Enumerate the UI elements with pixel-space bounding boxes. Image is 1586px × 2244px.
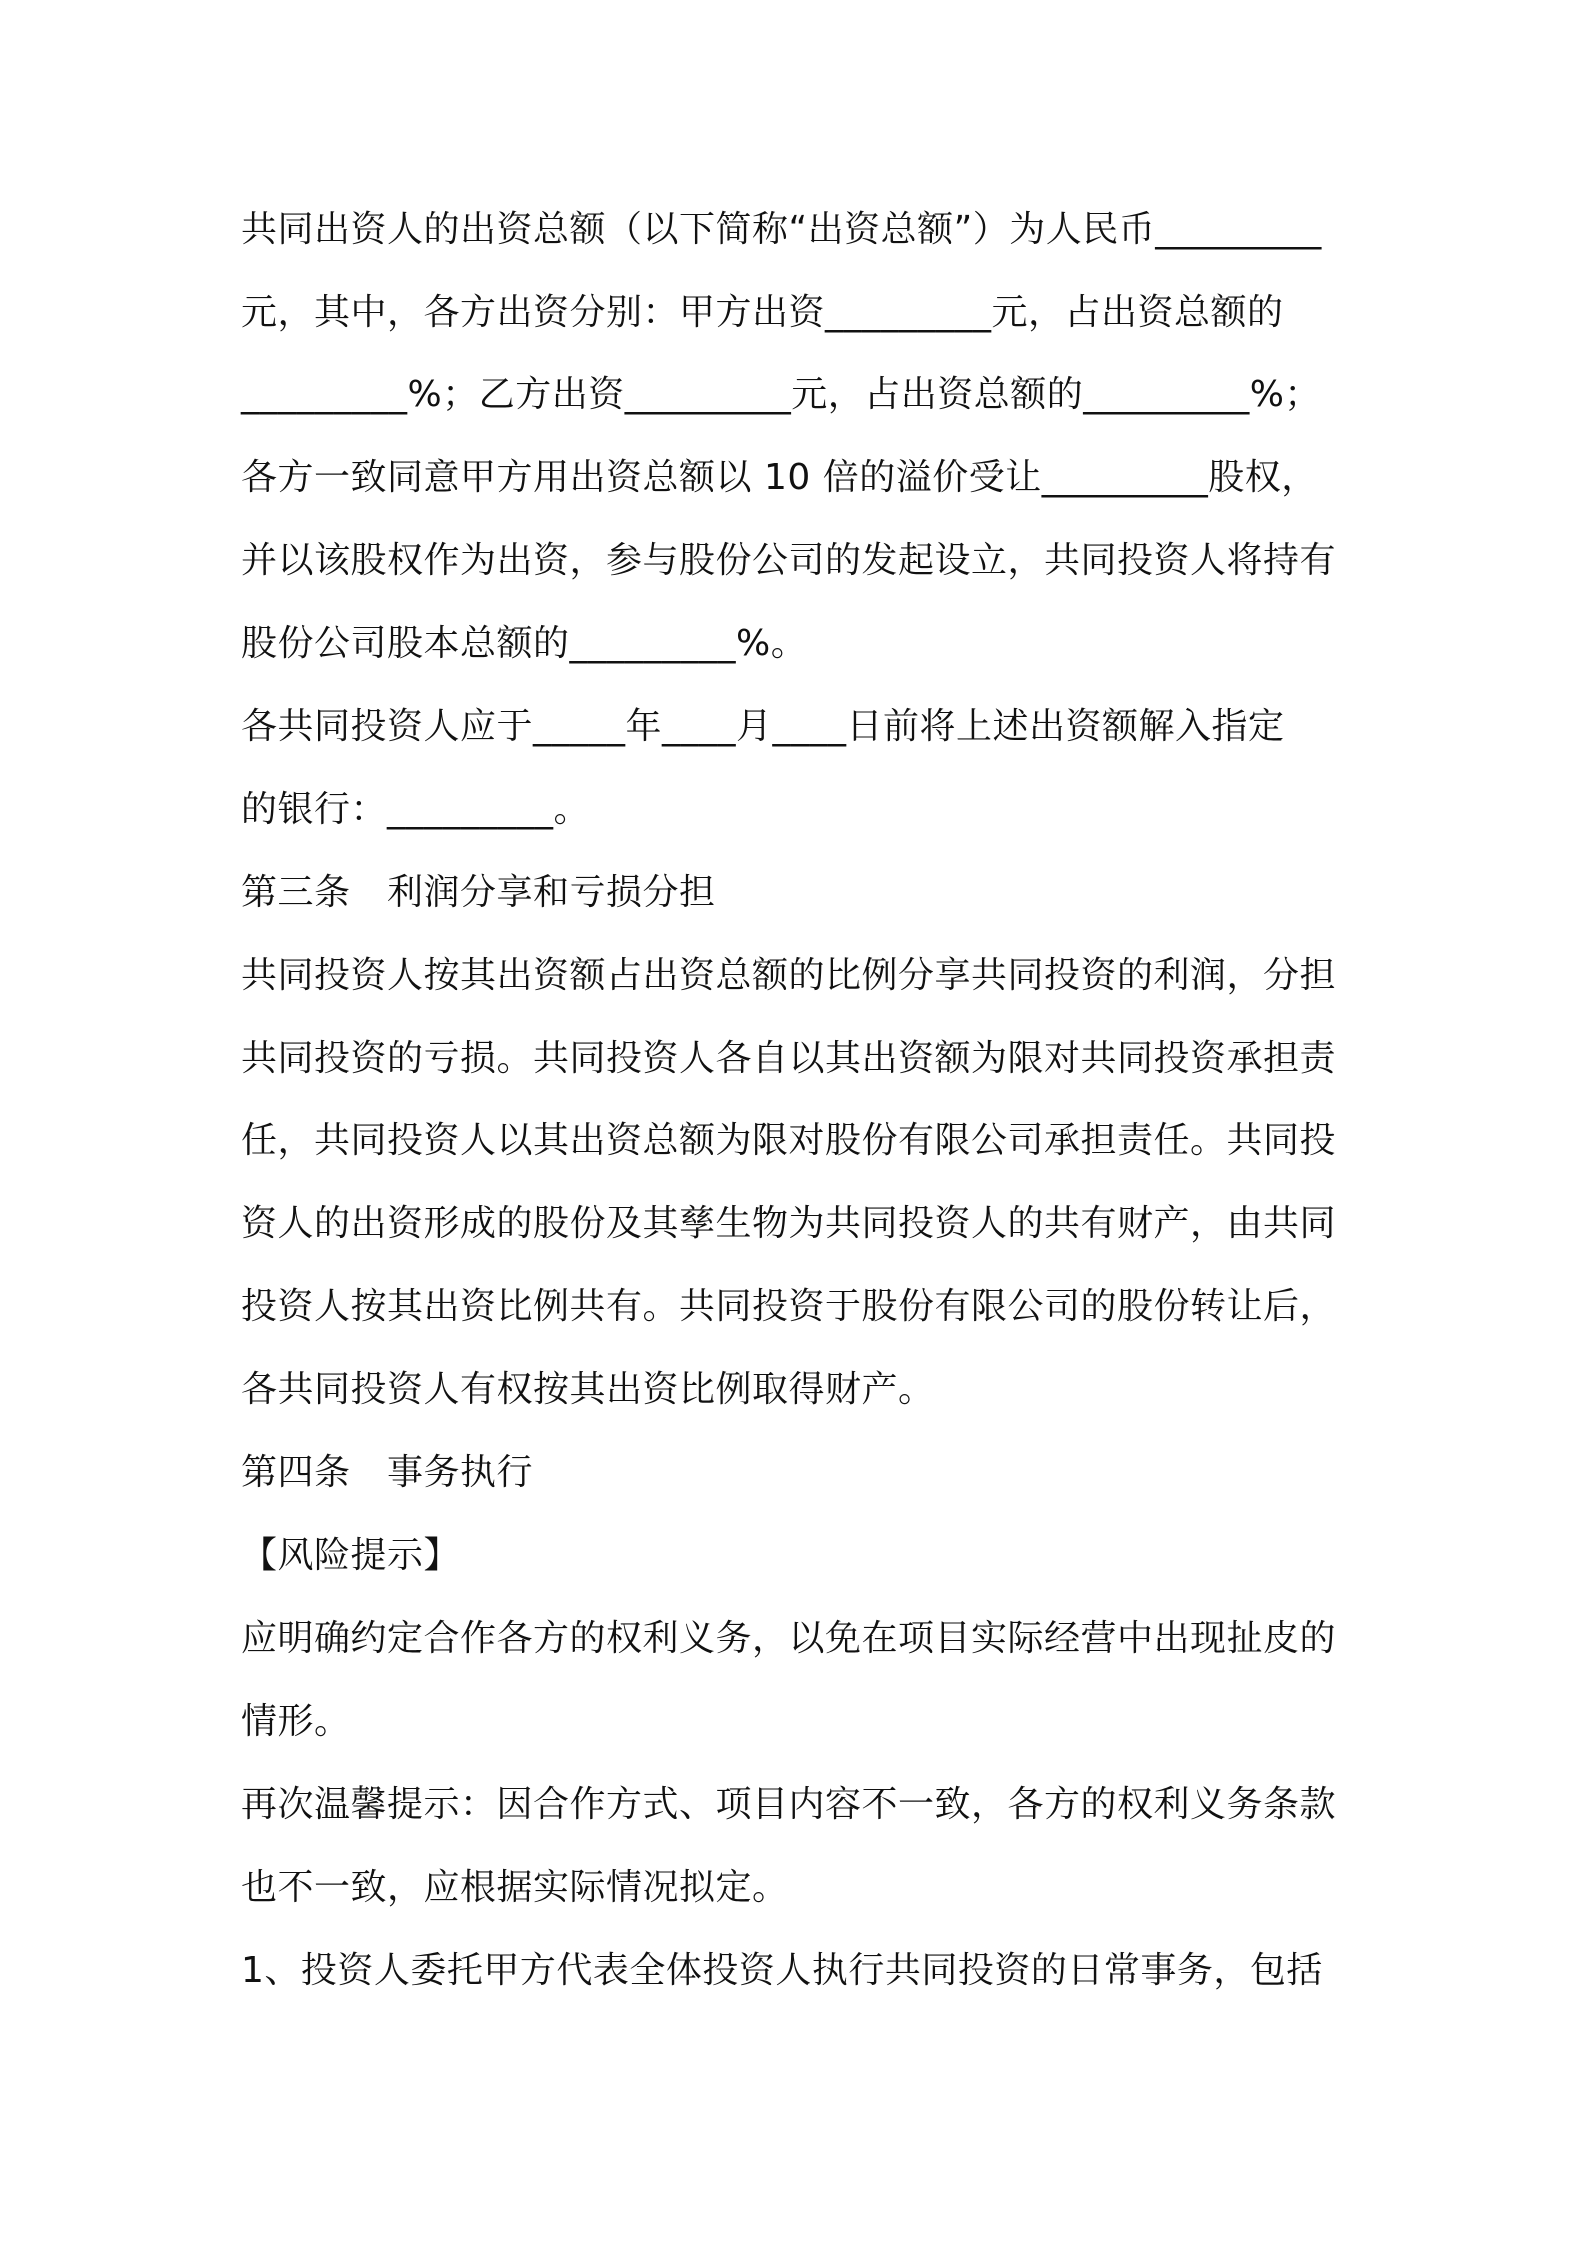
paragraph-line: 应明确约定合作各方的权利义务，以免在项目实际经营中出现扯皮的 [241, 1618, 1337, 1659]
paragraph-line: 再次温馨提示：因合作方式、项目内容不一致，各方的权利义务条款 [241, 1784, 1337, 1825]
paragraph-line: 的银行：_________。 [241, 789, 591, 830]
paragraph-line: 共同出资人的出资总额（以下简称“出资总额”）为人民币_________ [241, 209, 1322, 250]
paragraph-line: 资人的出资形成的股份及其孳生物为共同投资人的共有财产，由共同 [241, 1203, 1337, 1244]
paragraph-line: 各共同投资人应于_____年____月____日前将上述出资额解入指定 [241, 706, 1285, 747]
paragraph-line: 1、投资人委托甲方代表全体投资人执行共同投资的日常事务，包括 [241, 1950, 1323, 1991]
paragraph-line: _________%；乙方出资_________元，占出资总额的_________%； [241, 374, 1321, 415]
paragraph-line: 情形。 [241, 1701, 351, 1742]
paragraph-line: 元，其中，各方出资分别：甲方出资_________元，占出资总额的 [241, 292, 1284, 333]
section-heading: 第三条 利润分享和亏损分担 [241, 872, 716, 913]
section-heading: 第四条 事务执行 [241, 1452, 534, 1493]
paragraph-line: 也不一致，应根据实际情况拟定。 [241, 1867, 789, 1908]
paragraph-line: 并以该股权作为出资，参与股份公司的发起设立，共同投资人将持有 [241, 540, 1337, 581]
paragraph-line: 投资人按其出资比例共有。共同投资于股份有限公司的股份转让后， [241, 1286, 1337, 1327]
paragraph-line: 各共同投资人有权按其出资比例取得财产。 [241, 1369, 935, 1410]
paragraph-line: 共同投资的亏损。共同投资人各自以其出资额为限对共同投资承担责 [241, 1038, 1337, 1079]
risk-notice-heading: 【风险提示】 [241, 1535, 461, 1576]
paragraph-line: 共同投资人按其出资额占出资总额的比例分享共同投资的利润，分担 [241, 955, 1337, 996]
paragraph-line: 股份公司股本总额的_________%。 [241, 623, 808, 664]
paragraph-line: 任，共同投资人以其出资总额为限对股份有限公司承担责任。共同投 [241, 1120, 1337, 1161]
paragraph-line: 各方一致同意甲方用出资总额以 10 倍的溢价受让_________股权， [241, 457, 1318, 498]
